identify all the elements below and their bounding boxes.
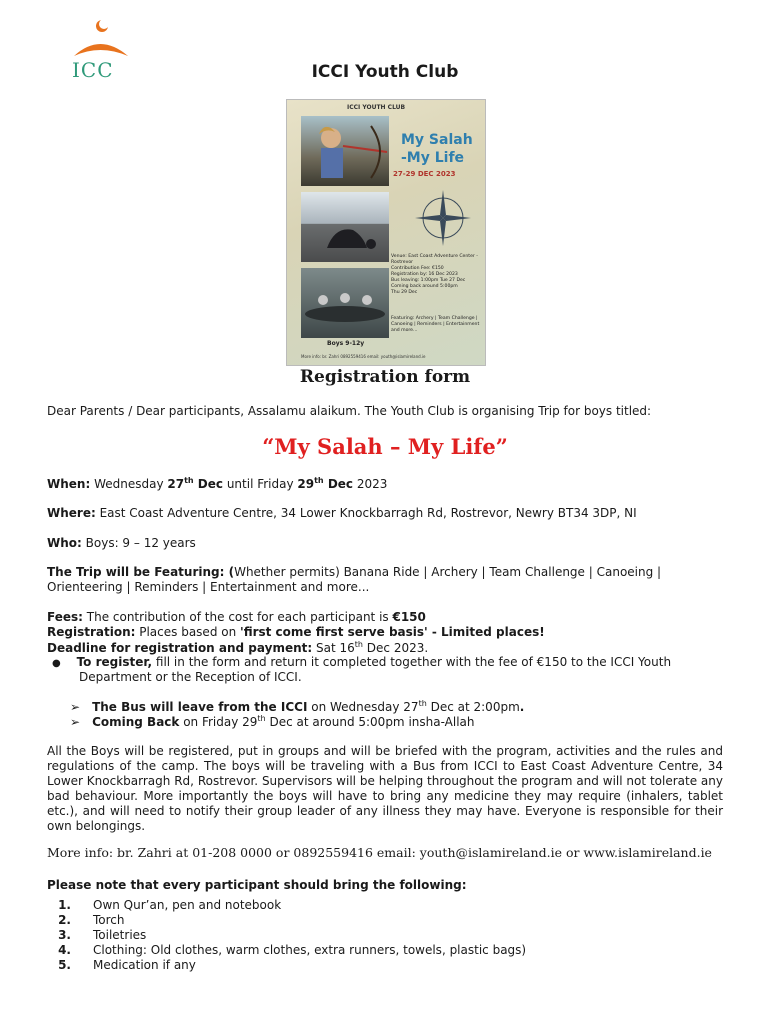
who-line — [47, 536, 196, 550]
list-item — [47, 898, 526, 913]
fees-line — [47, 610, 426, 624]
bullet-icon: ● — [52, 658, 61, 669]
deadline-value: Sat 16 — [312, 641, 355, 655]
back-line — [70, 714, 475, 729]
back-value: on Friday 29 — [179, 715, 258, 729]
deadline-sup: th — [354, 640, 363, 649]
poster-boys: Boys 9-12y — [327, 340, 365, 347]
who-value: Boys: 9 – 12 years — [81, 536, 196, 550]
item-number: 5. — [58, 958, 71, 972]
item-text: Toiletries — [93, 928, 147, 942]
featuring-line — [47, 565, 661, 579]
who-label: Who: — [47, 536, 82, 550]
when-line — [47, 476, 387, 491]
fees-amount: €150 — [392, 610, 426, 624]
item-number: 2. — [58, 913, 71, 927]
item-number: 3. — [58, 928, 71, 942]
list-item — [47, 943, 526, 958]
when-month1: Dec — [193, 477, 223, 491]
when-sup2: th — [314, 476, 324, 485]
poster-header: ICCI YOUTH CLUB — [347, 104, 406, 111]
register-line2: Department or the Reception of ICCI. — [79, 670, 302, 684]
registration-value: Places based on — [135, 625, 241, 639]
item-text: Torch — [93, 913, 125, 927]
featuring-label: The Trip will be Featuring: ( — [47, 565, 235, 579]
bus-value: on Wednesday 27 — [307, 700, 419, 714]
back-tail: Dec at around 5:00pm insha-Allah — [265, 715, 475, 729]
canoeing-photo — [301, 268, 389, 338]
bus-end: . — [519, 700, 525, 714]
poster-info: Venue: East Coast Adventure Center - Rostrevor Contribution Fee: €150 Registration by: 16 Dec 2023 Bus leaving: 1:00pm Tue 27 Dec Coming back around 5:00pm Thu 29 Dec — [391, 254, 478, 295]
prayer-photo — [301, 192, 389, 262]
item-text: Own Qur’an, pen and notebook — [93, 898, 282, 912]
intro-text: Dear Parents / Dear participants, Assalamu alaikum. The Youth Club is organising Trip for boys titled: — [47, 404, 652, 418]
logo-text: ICC — [72, 58, 114, 82]
item-number: 1. — [58, 898, 71, 912]
item-text: Clothing: Old clothes, warm clothes, extra runners, towels, plastic bags) — [93, 943, 527, 957]
where-label: Where: — [47, 506, 96, 520]
item-text: Medication if any — [93, 958, 196, 972]
bring-heading: Please note that every participant should bring the following: — [47, 878, 467, 892]
poster-title-line2: -My Life — [401, 150, 465, 166]
deadline-label: Deadline for registration and payment: — [47, 641, 313, 655]
list-item — [47, 958, 526, 973]
where-line — [47, 506, 637, 520]
when-month2: Dec — [323, 477, 354, 491]
list-item — [47, 913, 526, 928]
bus-tail: Dec at 2:00pm — [426, 700, 520, 714]
when-day2: 29 — [297, 477, 315, 491]
register-value: fill in the form and return it completed together with the fee of €150 to the ICCI Youth — [152, 655, 672, 669]
fees-value: The contribution of the cost for each participant is — [82, 610, 393, 624]
contact-info: More info: br. Zahri at 01-208 0000 or 0892559416 email: youth@islamireland.ie or www.islamireland.ie — [47, 845, 712, 860]
registration-title: Registration form — [299, 367, 471, 387]
trip-poster — [286, 99, 486, 366]
back-label: Coming Back — [92, 715, 180, 729]
poster-dates: 27-29 DEC 2023 — [393, 170, 456, 178]
archery-photo — [301, 116, 389, 186]
trip-title: “My Salah – My Life” — [262, 434, 508, 459]
bus-line — [70, 699, 524, 714]
when-label: When: — [47, 477, 91, 491]
bring-list — [47, 898, 526, 973]
page-title: ICCI Youth Club — [311, 62, 459, 82]
featuring-line2: Orienteering | Reminders | Entertainment and more... — [47, 580, 370, 594]
bus-label: The Bus will leave from the ICCI — [92, 700, 308, 714]
featuring-value: Whether permits) Banana Ride | Archery | Team Challenge | Canoeing | — [234, 565, 662, 579]
arrow-bullet-icon: ➢ — [70, 700, 81, 714]
poster-featuring: Featuring: Archery | Team Challenge | Canoeing | Reminders | Entertainment and more... — [391, 316, 480, 333]
bus-sup: th — [418, 699, 427, 708]
when-day1: 27 — [167, 477, 185, 491]
info-paragraph: All the Boys will be registered, put in groups and will be briefed with the program, activities and the rules and regulations of the camp. The boys will be traveling with a Bus from ICCI to East Coast Adventure Centre, 34 Lower Knockbarragh Rd, Rostrevor. Supervisors will be helping throughout the program and will not tolerate any bad behaviour. More importantly the boys will have to bring any medicine they may require (inhalers, tablet etc.), and will need to notify their group leader of any illness they may have. Everyone is responsible for their own belongings. — [47, 744, 723, 833]
deadline-tail: Dec 2023. — [362, 641, 429, 655]
arrow-bullet-icon: ➢ — [70, 715, 81, 729]
poster-contact: More info: br. Zahri 0892559416 email: youth@islamireland.ie — [301, 354, 426, 359]
when-until: until Friday — [223, 477, 298, 491]
where-value: East Coast Adventure Centre, 34 Lower Knockbarragh Rd, Rostrevor, Newry BT34 3DP, NI — [95, 506, 637, 520]
registration-bold: 'first come first serve basis' - Limited places! — [240, 625, 545, 639]
register-label: To register, — [76, 655, 153, 669]
deadline-line — [47, 640, 428, 655]
when-sup1: th — [184, 476, 194, 485]
fees-label: Fees: — [47, 610, 83, 624]
item-number: 4. — [58, 943, 71, 957]
list-item — [47, 928, 526, 943]
when-year: 2023 — [353, 477, 388, 491]
compass-icon — [413, 188, 473, 248]
registration-line — [47, 625, 545, 639]
poster-title-line1: My Salah — [401, 132, 473, 148]
crescent-logo-icon — [66, 14, 136, 60]
back-sup: th — [257, 714, 266, 723]
when-text: Wednesday — [90, 477, 168, 491]
register-line — [52, 655, 671, 669]
registration-label: Registration: — [47, 625, 136, 639]
